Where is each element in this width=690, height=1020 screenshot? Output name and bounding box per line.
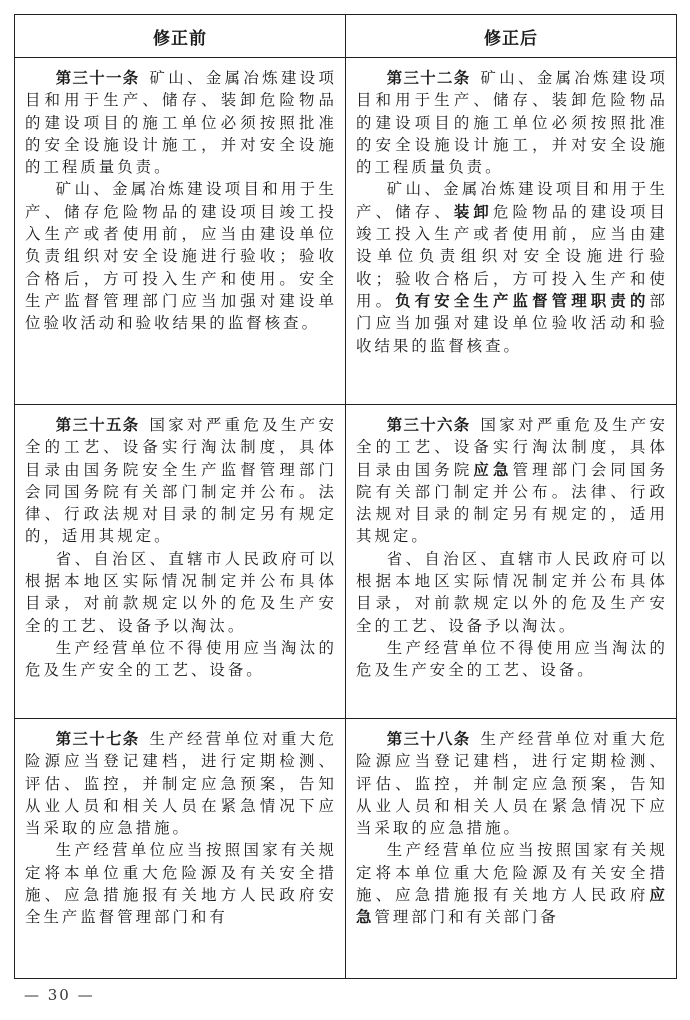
text-segment: 矿山、金属冶炼建设项目和用于生产、储存、装卸危险物品的建设项目的施工单位必须按照批准的安全设施设计施工，并对安全设施的工程质量负责。 xyxy=(25,69,337,177)
table-row xyxy=(15,58,677,405)
paragraph xyxy=(25,637,337,682)
paragraph xyxy=(356,178,668,356)
amended-text: 装卸 xyxy=(453,202,493,221)
text-segment: 管理部门会同国务院有关部门制定并公布。法律、行政法规对目录的制定另有规定的，适用其规定。 xyxy=(356,460,668,546)
text-segment: 矿山、金属冶炼建设项目和用于生产、储存、 xyxy=(356,180,668,221)
article-number: 第三十五条 xyxy=(55,416,140,434)
text-segment: 生产经营单位对重大危险源应当登记建档，进行定期检测、评估、监控，并制定应急预案，告知从业人员和相关人员在紧急情况下应当采取的应急措施。 xyxy=(25,730,337,838)
amended-text: 应急 xyxy=(473,460,513,479)
page-number: — 30 — xyxy=(24,986,95,1004)
paragraph xyxy=(356,414,668,548)
cell-after xyxy=(346,719,677,979)
text-segment: 省、自治区、直辖市人民政府可以根据本地区实际情况制定并公布具体目录，对前款规定以外的危及生产安全的工艺、设备予以淘汰。 xyxy=(25,549,337,635)
paragraph xyxy=(356,728,668,839)
text-segment: 生产经营单位不得使用应当淘汰的危及生产安全的工艺、设备。 xyxy=(356,638,668,680)
paragraph xyxy=(356,637,668,682)
text-segment: 生产经营单位不得使用应当淘汰的危及生产安全的工艺、设备。 xyxy=(25,638,337,680)
paragraph xyxy=(356,839,668,928)
paragraph xyxy=(25,67,337,178)
table-row xyxy=(15,405,677,719)
text-segment: 国家对严重危及生产安全的工艺、设备实行淘汰制度，具体目录由国务院安全生产监督管理部门会同国务院有关部门制定并公布。法律、行政法规对目录的制定另有规定的，适用其规定。 xyxy=(25,416,337,546)
article-number: 第三十八条 xyxy=(386,730,471,748)
paragraph xyxy=(25,548,337,637)
text-segment: 生产经营单位对重大危险源应当登记建档，进行定期检测、评估、监控，并制定应急预案，告知从业人员和相关人员在紧急情况下应当采取的应急措施。 xyxy=(356,730,668,838)
text-segment: 管理部门和有关部门备 xyxy=(374,908,559,927)
header-after: 修正后 xyxy=(346,15,677,58)
amended-text: 应急 xyxy=(356,886,668,927)
text-segment: 矿山、金属冶炼建设项目和用于生产、储存危险物品的建设项目竣工投入生产或者使用前，应当由建设单位负责组织对安全设施进行验收；验收合格后，方可投入生产和使用。安全生产监督管理部门应当加强对建设单位验收活动和验收结果的监督核查。 xyxy=(25,180,337,333)
article-number: 第三十七条 xyxy=(55,730,140,748)
table-row xyxy=(15,719,677,979)
text-segment: 生产经营单位应当按照国家有关规定将本单位重大危险源及有关安全措施、应急措施报有关地方人民政府安全生产监督管理部门和有 xyxy=(25,841,337,927)
text-segment: 生产经营单位应当按照国家有关规定将本单位重大危险源及有关安全措施、应急措施报有关地方人民政府 xyxy=(356,841,668,905)
paragraph xyxy=(25,178,337,334)
cell-before xyxy=(15,719,346,979)
cell-before xyxy=(15,405,346,719)
text-segment: 危险物品的建设项目竣工投入生产或者使用前，应当由建设单位负责组织对安全设施进行验收；验收合格后，方可投入生产和使用。 xyxy=(356,202,668,310)
comparison-table xyxy=(14,14,677,979)
cell-before xyxy=(15,58,346,405)
text-segment: 部门应当加强对建设单位验收活动和验收结果的监督核查。 xyxy=(356,291,668,355)
article-number: 第三十一条 xyxy=(55,69,140,87)
paragraph xyxy=(25,728,337,839)
table-header-row xyxy=(15,15,677,58)
cell-after xyxy=(346,405,677,719)
cell-after xyxy=(346,58,677,405)
article-number: 第三十二条 xyxy=(386,69,471,87)
text-segment: 矿山、金属冶炼建设项目和用于生产、储存、装卸危险物品的建设项目的施工单位必须按照批准的安全设施设计施工，并对安全设施的工程质量负责。 xyxy=(356,69,668,177)
text-segment: 国家对严重危及生产安全的工艺、设备实行淘汰制度，具体目录由国务院 xyxy=(356,416,668,479)
text-segment: 省、自治区、直辖市人民政府可以根据本地区实际情况制定并公布具体目录，对前款规定以外的危及生产安全的工艺、设备予以淘汰。 xyxy=(356,549,668,635)
article-number: 第三十六条 xyxy=(386,416,471,434)
header-before: 修正前 xyxy=(15,15,346,58)
paragraph xyxy=(356,67,668,178)
paragraph xyxy=(356,548,668,637)
amended-text: 负有安全生产监督管理职责的 xyxy=(395,291,650,310)
paragraph xyxy=(25,839,337,928)
paragraph xyxy=(25,414,337,548)
